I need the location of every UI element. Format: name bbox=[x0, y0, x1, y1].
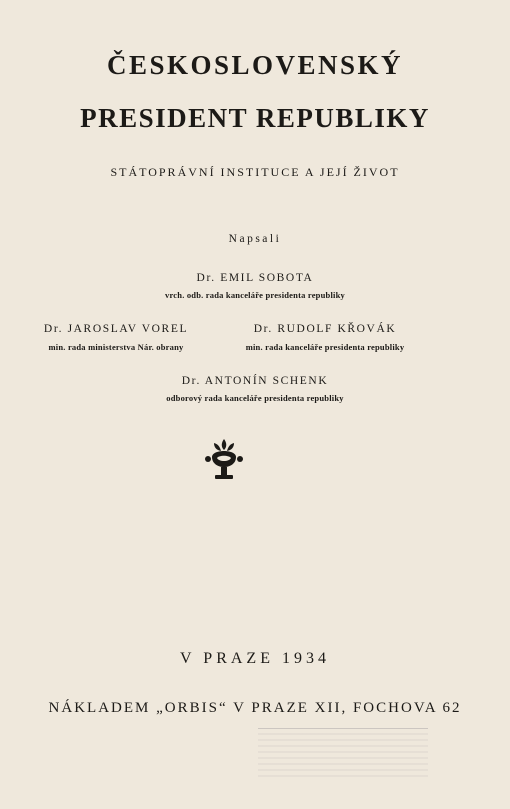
title-line-2: PRESIDENT REPUBLIKY bbox=[80, 103, 430, 133]
author-role: odborový rada kanceláře presidenta republiky bbox=[166, 393, 344, 403]
author-role: min. rada ministerstva Nár. obrany bbox=[48, 342, 184, 352]
bleed-through-stamp bbox=[258, 728, 428, 777]
place-and-year: V PRAZE 1934 bbox=[180, 650, 330, 667]
author-name: Dr. JAROSLAV VOREL bbox=[43, 323, 189, 335]
author-name: Dr. RUDOLF KŘOVÁK bbox=[253, 323, 397, 335]
author-role: vrch. odb. rada kanceláře presidenta republiky bbox=[165, 290, 345, 300]
authors-heading: Napsali bbox=[228, 233, 282, 245]
ornament-emblem-icon bbox=[202, 437, 246, 483]
author-name: Dr. EMIL SOBOTA bbox=[196, 272, 314, 284]
author-role: min. rada kanceláře presidenta republiky bbox=[245, 342, 405, 352]
author-name: Dr. ANTONÍN SCHENK bbox=[181, 375, 329, 387]
title-line-1: ČESKOSLOVENSKÝ bbox=[106, 50, 404, 80]
subtitle: STÁTOPRÁVNÍ INSTITUCE A JEJÍ ŽIVOT bbox=[110, 165, 400, 179]
publisher-line: NÁKLADEM „ORBIS“ V PRAZE XII, FOCHOVA 62 bbox=[48, 700, 462, 716]
